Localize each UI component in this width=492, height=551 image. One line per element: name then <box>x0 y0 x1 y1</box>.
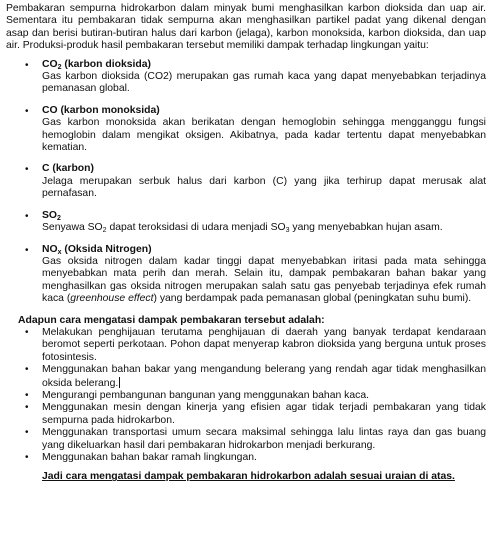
impact-item-co <box>6 105 486 155</box>
solution-item: • Menggunakan mesin dengan kinerja yang efisien agar tidak terjadi pembakaran yang tidak sempurna pada hidrokarbon. <box>25 402 486 426</box>
conclusion-text: Jadi cara mengatasi dampak pembakaran hidrokarbon adalah sesuai uraian di atas. <box>42 471 455 483</box>
bullet-icon: • <box>25 452 29 463</box>
impact-item-nox <box>6 244 486 306</box>
bullet-icon: • <box>25 105 29 117</box>
solution-item: • Mengurangi pembangunan bangunan yang menggunakan bahan kaca. <box>25 389 369 401</box>
bullet-icon: • <box>25 364 29 376</box>
impact-description: Gas karbon monoksida akan berikatan dengan hemoglobin sehingga mengganggu fungsi hemoglobin dalam mengikat oksigen. Akibatnya, pada kadar tertentu dapat menyebabkan kematian. <box>42 117 486 154</box>
impact-title: $CO_2$ (karbon dioksida) <box>42 58 151 71</box>
impact-item-so2 <box>6 210 486 235</box>
impact-title: $NO_x$ (Oksida Nitrogen) <box>42 243 152 256</box>
bullet-icon: • <box>25 59 29 71</box>
impact-title: CO (karbon monoksida) <box>42 104 160 116</box>
impact-description: Gas karbon dioksida (CO2) merupakan gas rumah kaca yang dapat menyebabkan terjadinya pemanasan global. <box>42 71 486 95</box>
impact-description: Jelaga merupakan serbuk halus dari karbon (C) yang jika terhirup dapat merusak alat pernafasan. <box>42 175 486 200</box>
intro-paragraph: Pembakaran sempurna hidrokarbon dalam minyak bumi menghasilkan karbon dioksida dan uap air. Sementara itu pembakaran tidak sempurna akan menghasilkan partikel padat yang dikenal dengan asap dan berisi butiran-butiran halus dari karbon (jelaga), karbon monoksida, karbon dioksida, dan uap air. Produksi-produk hasil pembakaran tersebut memiliki dampak terhadap lingkungan yaitu: <box>6 3 486 52</box>
bullet-icon: • <box>25 164 29 176</box>
impact-item-co2 <box>6 59 486 96</box>
solution-item: • Menggunakan bahan bakar ramah lingkungan. <box>25 452 257 463</box>
impact-title: $SO_2$ <box>42 209 61 222</box>
text-cursor <box>119 377 120 388</box>
impact-description: Senyawa $SO_2$ dapat teroksidasi di udara menjadi $SO_3$ yang menyebabkan hujan asam. <box>42 222 443 235</box>
bullet-icon: • <box>25 210 29 222</box>
solution-item: • Menggunakan transportasi umum secara maksimal sehingga lalu lintas raya dan gas buang yang dikeluarkan hasil dari pembakaran hidrokarbon menjadi berkurang. <box>25 427 486 451</box>
bullet-icon: • <box>25 402 29 414</box>
impact-title: C (karbon) <box>42 163 94 175</box>
solution-item: • Menggunakan bahan bakar yang mengandung belerang yang rendah agar tidak menghasilkan oksida belerang. <box>25 364 486 389</box>
bullet-icon: • <box>25 244 29 256</box>
bullet-icon: • <box>25 326 29 338</box>
bullet-icon: • <box>25 427 29 439</box>
impact-list <box>6 59 486 306</box>
solutions-list <box>6 327 486 464</box>
impact-item-carbon <box>6 163 486 200</box>
impact-description: Gas oksida nitrogen dalam kadar tinggi dapat menyebabkan iritasi pada mata sehingga menyebabkan mata perih dan merah. Selain itu, dampak pembakaran bahan bakar yang menghasilkan gas oksida nitrogen merupakan salah satu gas penyebab terjadinya efek rumah kaca (greenhouse effect) yang berdampak pada pemanasan global (peningkatan suhu bumi). <box>42 255 486 305</box>
solutions-heading: Adapun cara mengatasi dampak pembakaran tersebut adalah: <box>18 314 325 326</box>
solution-item: • Melakukan penghijauan terutama penghijauan di daerah yang banyak terdapat kendaraan beromot seperti perkotaan. Pohon dapat menyerap kabron dioksida yang berguna untuk proses fotosintesis. <box>25 326 486 363</box>
bullet-icon: • <box>25 389 29 401</box>
